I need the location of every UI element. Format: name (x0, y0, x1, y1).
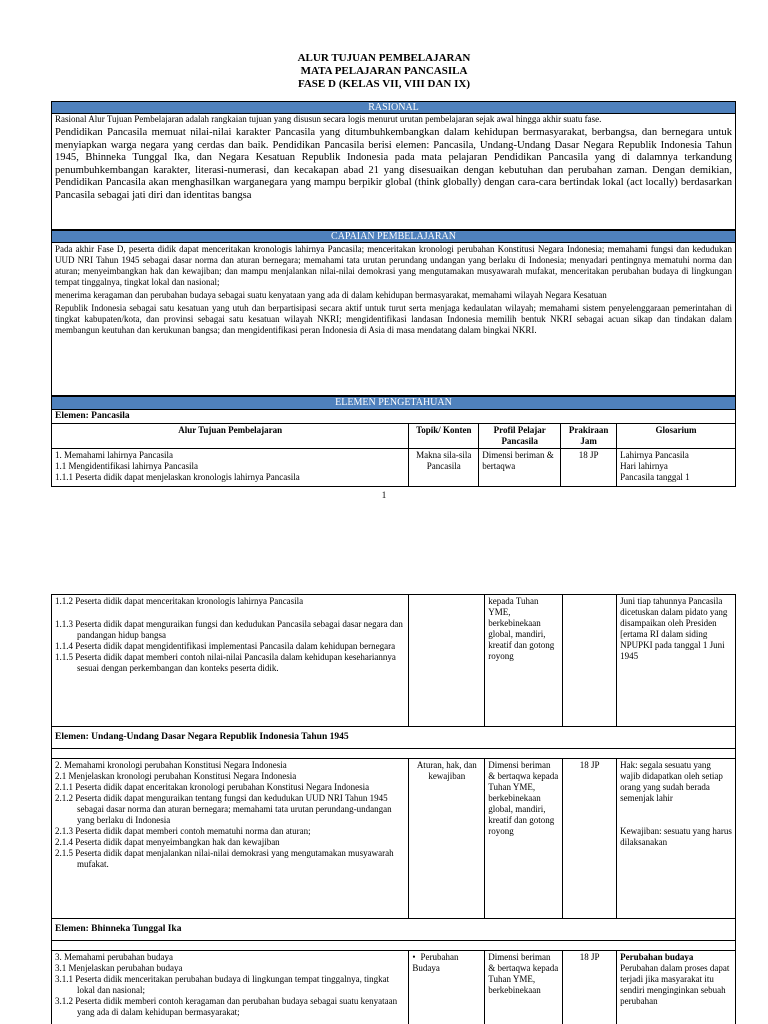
atp-cell-pancasila-continued (52, 595, 409, 727)
atp-cell-bhinneka (52, 951, 409, 1024)
document-page-2 (0, 590, 768, 1024)
atp-table-page-1 (51, 409, 736, 487)
atp-item: 3.1.2 Peserta didik memberi contoh keragaman dan perubahan budaya sebagai suatu kenyataan yang ada di dalam kehidupan bermasyarakat; (55, 996, 398, 1017)
atp-item: 2.1.1 Peserta didik dapat enceritakan kronologi perubahan Konstitusi Negara Indonesia (55, 782, 370, 792)
doc-title-line-3: FASE D (KELAS VII, VIII DAN IX) (297, 78, 471, 90)
atp-item: 3.1.1 Peserta didik menceritakan perubahan budaya di lingkungan tempat tinggalnya, tingkat lokal dan nasional; (55, 974, 390, 995)
atp-item: 1.1.1 Peserta didik dapat menjelaskan kronologis lahirnya Pancasila (55, 472, 300, 482)
capaian-header: CAPAIAN PEMBELAJARAN (52, 231, 735, 243)
atp-cell-uud (52, 759, 409, 919)
capaian-section (51, 230, 736, 396)
glosarium-kewajiban: Kewajiban: sesuatu yang harus dilaksanakan (620, 826, 732, 847)
atp-table-page-2 (51, 594, 736, 1024)
atp-item: 1.1.5 Peserta didik dapat memberi contoh nilai-nilai Pancasila dalam kehidupan kesehariannya sesuai dengan perkembangan dan konteks peserta didik. (55, 652, 396, 673)
glosarium-cell-bhinneka (617, 951, 736, 1024)
rasional-header: RASIONAL (52, 102, 735, 114)
profil-cell-pancasila: Dimensi beriman & bertaqwa (479, 449, 561, 487)
topik-cell-empty (409, 595, 485, 727)
rasional-intro: Rasional Alur Tujuan Pembelajaran adalah rangkaian tujuan yang disusun secara logis menurut urutan pembelajaran sejak awal hingga akhir suatu fase. (55, 114, 602, 124)
topik-cell-bhinneka (409, 951, 485, 1024)
atp-item: 2.1.4 Peserta didik dapat menyeimbangkan hak dan kewajiban (55, 837, 280, 847)
spacer-row (52, 749, 736, 759)
glosarium-cell-uud (617, 759, 736, 919)
elemen-uud-label: Elemen: Undang-Undang Dasar Negara Republik Indonesia Tahun 1945 (52, 727, 736, 749)
elemen-bhinneka-label: Elemen: Bhinneka Tunggal Ika (52, 919, 736, 941)
glosarium-line: Lahirnya Pancasila (620, 450, 689, 460)
elemen-pancasila-label: Elemen: Pancasila (52, 410, 736, 424)
atp-item: 1. Memahami lahirnya Pancasila (55, 450, 173, 460)
atp-item: 1.1 Mengidentifikasi lahirnya Pancasila (55, 461, 198, 471)
atp-item: 3. Memahami perubahan budaya (55, 952, 173, 962)
col-header-prakiraan: Prakiraan Jam (561, 424, 617, 449)
atp-item: 2.1 Menjelaskan kronologi perubahan Konstitusi Negara Indonesia (55, 771, 297, 781)
atp-item: 1.1.2 Peserta didik dapat menceritakan kronologis lahirnya Pancasila (55, 596, 304, 606)
jam-cell-pancasila: 18 JP (561, 449, 617, 487)
jam-cell-uud: 18 JP (563, 759, 617, 919)
capaian-para-2: menerima keragaman dan perubahan budaya sebagai suatu kenyataan yang ada di dalam kehidupan bermasyarakat, memahami wilayah Negara Kesatuan (55, 290, 607, 300)
profil-cell-uud: Dimensi beriman & bertaqwa kepada Tuhan YME, berkebinekaan global, mandiri, kreatif dan gotong royong (485, 759, 563, 919)
elemen-pengetahuan-header: ELEMEN PENGETAHUAN (52, 397, 735, 409)
rasional-body: Pendidikan Pancasila memuat nilai-nilai karakter Pancasila yang ditumbuhkembangkan dalam kehidupan bermasyarakat, berbangsa, dan bernegara untuk menyiapkan warga negara yang cerdas dan baik. Pendidikan Pancasila berisi elemen: Pancasila, Undang-Undang Dasar Negara Republik Indonesia Tahun 1945, Bhinneka Tunggal Ika, dan Negara Kesatuan Republik Indonesia pada mata pelajaran Pendidikan Pancasila yang di dalamnya terkandung penumbuhkembangan karakter, literasi-numerasi, dan kecakapan abad 21 yang disesuaikan dengan kebutuhan dan perubahan zaman. Dengan demikian, Pendidikan Pancasila akan menghasilkan warganegara yang mampu berpikir global (think globally) dengan cara-cara bertindak lokal (act locally) berdasarkan Pancasila sebagai jati diri dan identitas bangsa (55, 127, 732, 201)
rasional-section (51, 101, 736, 230)
atp-item: 2.1.3 Peserta didik dapat memberi contoh mematuhi norma dan aturan; (55, 826, 311, 836)
glosarium-line: Hari lahirnya (620, 461, 668, 471)
profil-cell-continued: kepada Tuhan YME, berkebinekaan global, mandiri, kreatif dan gotong royong (485, 595, 563, 727)
jam-cell-empty (563, 595, 617, 727)
atp-item: 1.1.3 Peserta didik dapat menguraikan fungsi dan kedudukan Pancasila sebagai dasar negara dan pandangan hidup bangsa (55, 619, 403, 640)
atp-item: 2. Memahami kronologi perubahan Konstitusi Negara Indonesia (55, 760, 287, 770)
atp-item: 1.1.4 Peserta didik dapat mengidentifikasi implementasi Pancasila dalam kehidupan bernegara (55, 641, 396, 651)
atp-item: 2.1.2 Peserta didik dapat menguraikan tentang fungsi dan kedudukan UUD NRI Tahun 1945 sebagai dasar norma dan aturan bernegara; memahami tata urutan perundang-undangan yang berlaku di Indonesia (55, 793, 392, 825)
topik-cell-pancasila: Makna sila-sila Pancasila (409, 449, 479, 487)
glosarium-hak: Hak: segala sesuatu yang wajib didapatkan oleh setiap orang yang sudah berada semenjak lahir (620, 760, 723, 803)
profil-cell-bhinneka: Dimensi beriman & bertaqwa kepada Tuhan YME, berkebinekaan (485, 951, 563, 1024)
doc-title-line-2: MATA PELAJARAN PANCASILA (300, 65, 468, 77)
page-number: 1 (381, 490, 387, 500)
glosarium-text: Perubahan dalam proses dapat terjadi jika masyarakat itu sendiri menginginkan sebuah perubahan (620, 963, 730, 1006)
doc-title-line-1: ALUR TUJUAN PEMBELAJARAN (297, 52, 471, 64)
capaian-para-1: Pada akhir Fase D, peserta didik dapat menceritakan kronologis lahirnya Pancasila; menceritakan kronologi perubahan Konstitusi Negara Indonesia; memahami fungsi dan kedudukan UUD NRI Tahun 1945 sebagai dasar norma dan aturan bernegara; memahami tata urutan perundang undangan yang berlaku di Indonesia; menyadari pentingnya mematuhi norma dan aturan; menyeimbangkan hak dan kewajiban; dan mampu menjalankan nilai-nilai demokrasi yang mengutamakan musyawarah mufakat, menceritakan perubahan budaya di lingkungan tempat tinggalnya, tingkat lokal dan nasional; (55, 244, 732, 287)
glosarium-cell-continued: Juni tiap tahunnya Pancasila dicetuskan dalam pidato yang disampaikan oleh Presiden [ertama RI dalam siding NPUPKI pada tanggal 1 Juni 1945 (617, 595, 736, 727)
glosarium-line: Pancasila tanggal 1 (620, 472, 690, 482)
topik-text: Perubahan Budaya (412, 952, 459, 973)
glosarium-cell-pancasila (617, 449, 736, 487)
col-header-glosarium: Glosarium (617, 424, 736, 449)
atp-item: 3.1 Menjelaskan perubahan budaya (55, 963, 183, 973)
elemen-pengetahuan-band (51, 396, 736, 409)
col-header-atp: Alur Tujuan Pembelajaran (52, 424, 409, 449)
jam-cell-bhinneka: 18 JP (563, 951, 617, 1024)
glosarium-title: Perubahan budaya (620, 952, 694, 962)
atp-item: 2.1.5 Peserta didik dapat menjalankan nilai-nilai demokrasi yang mengutamakan musyawarah mufakat. (55, 848, 394, 869)
capaian-para-3: Republik Indonesia sebagai satu kesatuan yang utuh dan berpartisipasi secara aktif untuk turut serta menjaga kedaulatan wilayah; memahami sistem penyelenggaraan pemerintahan di tingkat kabupaten/kota, dan provinsi sebagai satu kesatuan wilayah NKRI; mengidentifikasi landasan Indonesia memilih bentuk NKRI sebagai acuan sikap dan tindakan dalam membangun keutuhan dan kerukunan bangsa; dan mengidentifikasi peran Indonesia di Asia di masa mendatang dalam bingkai NKRI. (55, 303, 732, 335)
col-header-topik: Topik/ Konten (409, 424, 479, 449)
atp-cell-pancasila (52, 449, 409, 487)
bullet-icon (412, 952, 420, 962)
col-header-profil: Profil Pelajar Pancasila (479, 424, 561, 449)
topik-cell-uud: Aturan, hak, dan kewajiban (409, 759, 485, 919)
spacer-row (52, 941, 736, 951)
